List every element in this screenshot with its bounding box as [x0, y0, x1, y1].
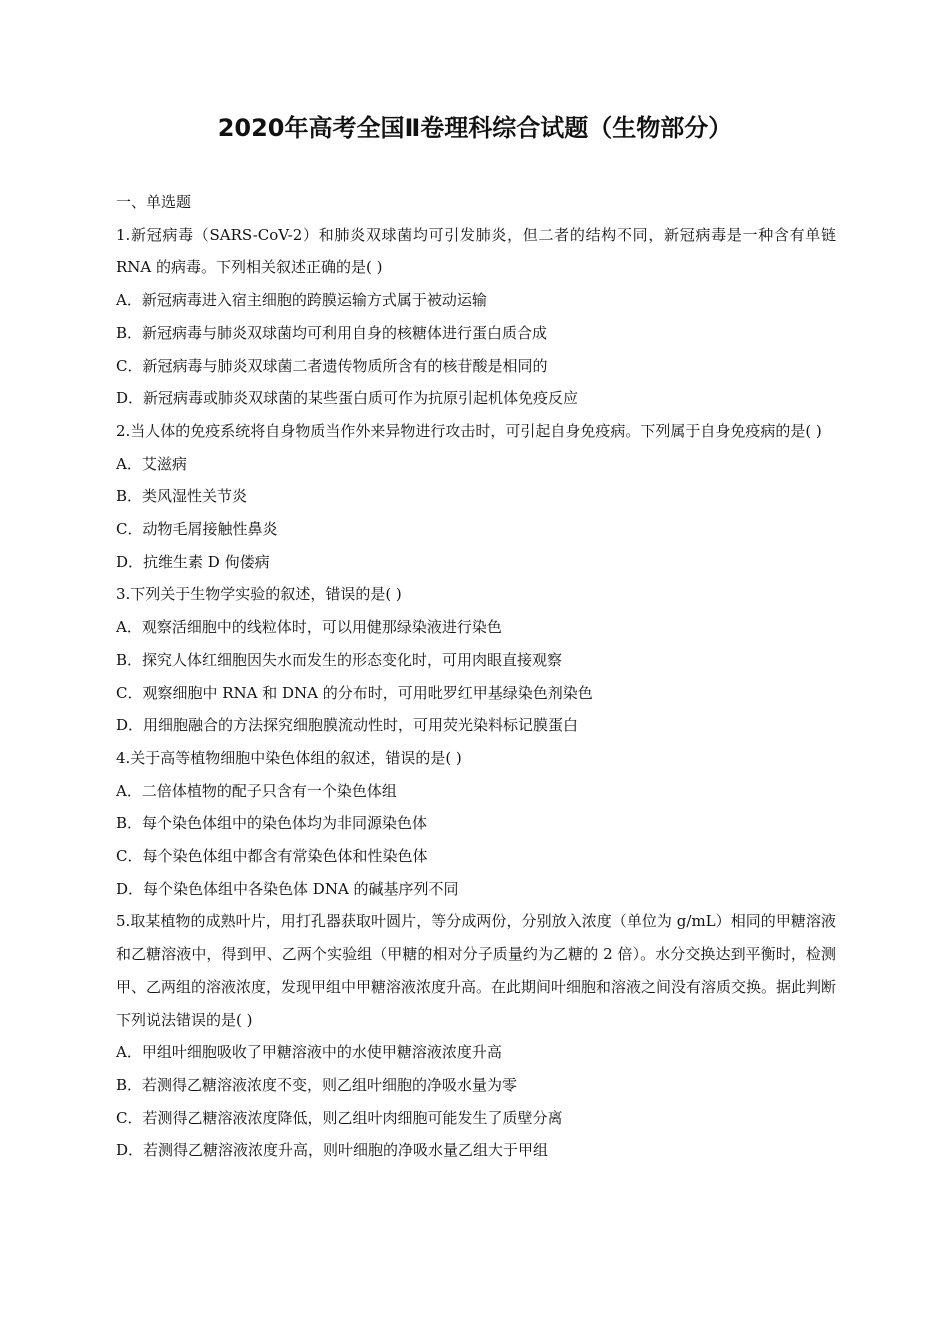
option-b: B．若测得乙糖溶液浓度不变，则乙组叶细胞的净吸水量为零 [116, 1075, 518, 1094]
question-3 [116, 578, 836, 742]
option-c: C．观察细胞中 RNA 和 DNA 的分布时，可用吡罗红甲基绿染色剂染色 [116, 683, 593, 702]
question-1 [116, 219, 836, 415]
option-b: B．每个染色体组中的染色体均为非同源染色体 [116, 814, 428, 833]
option-b: B．新冠病毒与肺炎双球菌均可利用自身的核糖体进行蛋白质合成 [116, 323, 548, 342]
question-stem: 4.关于高等植物细胞中染色体组的叙述，错误的是( ) [116, 748, 462, 767]
option-a: A．观察活细胞中的线粒体时，可以用健那绿染液进行染色 [116, 618, 502, 637]
question-stem: 1.新冠病毒（SARS-CoV-2）和肺炎双球菌均可引发肺炎，但二者的结构不同，新冠病毒是一种含有单链 RNA 的病毒。下列相关叙述正确的是( ) [116, 225, 836, 277]
option-d: D．用细胞融合的方法探究细胞膜流动性时，可用荧光染料标记膜蛋白 [116, 716, 579, 735]
option-a: A．二倍体植物的配子只含有一个染色体组 [116, 781, 397, 800]
section-heading: 一、单选题 [116, 193, 192, 211]
option-a: A．艾滋病 [116, 454, 187, 473]
question-stem: 2.当人体的免疫系统将自身物质当作外来异物进行攻击时，可引起自身免疫病。下列属于自身免疫病的是( ) [116, 421, 822, 440]
option-c: C．每个染色体组中都含有常染色体和性染色体 [116, 847, 428, 866]
question-4 [116, 742, 836, 906]
question-2 [116, 415, 836, 579]
option-d: D．每个染色体组中各染色体 DNA 的碱基序列不同 [116, 879, 459, 898]
question-5 [116, 905, 836, 1167]
option-c: C．若测得乙糖溶液浓度降低，则乙组叶肉细胞可能发生了质壁分离 [116, 1108, 563, 1127]
page-title: 2020年高考全国Ⅱ卷理科综合试题（生物部分） [217, 114, 733, 142]
option-d: D．若测得乙糖溶液浓度升高，则叶细胞的净吸水量乙组大于甲组 [116, 1141, 549, 1160]
option-c: C．新冠病毒与肺炎双球菌二者遗传物质所含有的核苷酸是相同的 [116, 356, 548, 375]
option-d: D．新冠病毒或肺炎双球菌的某些蛋白质可作为抗原引起机体免疫反应 [116, 389, 579, 408]
question-stem: 3.下列关于生物学实验的叙述，错误的是( ) [116, 585, 402, 604]
question-stem: 5.取某植物的成熟叶片，用打孔器获取叶圆片，等分成两份，分别放入浓度（单位为 g/mL）相同的甲糖溶液和乙糖溶液中，得到甲、乙两个实验组（甲糖的相对分子质量约为乙糖的 2 倍）。水分交换达到平衡时，检测甲、乙两组的溶液浓度，发现甲组中甲糖溶液浓度升高。在此期间叶细胞和溶液之间没有溶质交换。据此判断下列说法错误的是( ) [116, 912, 837, 1029]
option-b: B．探究人体红细胞因失水而发生的形态变化时，可用肉眼直接观察 [116, 650, 563, 669]
option-d: D．抗维生素 D 佝偻病 [116, 552, 270, 571]
option-b: B．类风湿性关节炎 [116, 487, 248, 506]
option-c: C．动物毛屑接触性鼻炎 [116, 520, 278, 539]
document-body [116, 186, 836, 1167]
option-a: A．新冠病毒进入宿主细胞的跨膜运输方式属于被动运输 [116, 291, 487, 310]
option-a: A．甲组叶细胞吸收了甲糖溶液中的水使甲糖溶液浓度升高 [116, 1043, 502, 1062]
